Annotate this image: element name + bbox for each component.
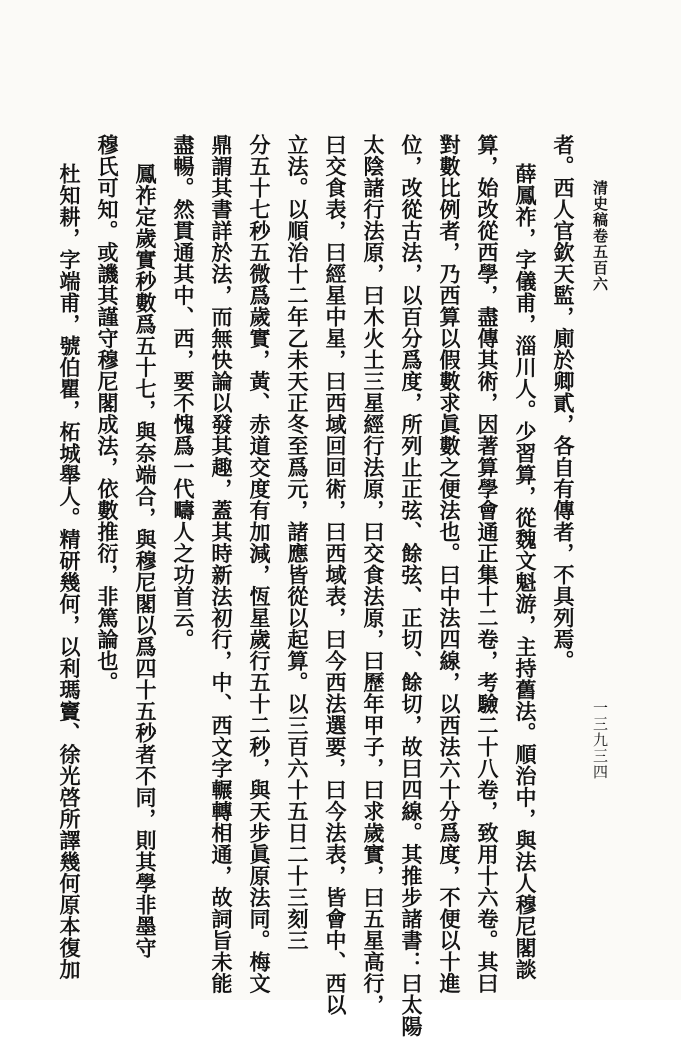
page-number: 一三九三四: [591, 700, 609, 780]
text-column-1: 者。西人官欽天監，廁於卿貳，各自有傳者，不具列焉。: [551, 134, 576, 672]
text-column-11: 盡暢。然貫通其中、西，要不愧爲一代疇人之功首云。: [171, 134, 196, 650]
text-column-12: 鳳祚定歲實秒數爲五十七，與奈端合，與穆尼閣以爲四十五秒者不同，則其學非墨守: [133, 163, 158, 959]
text-column-5: 位，改從古法，以百分爲度，所列止正弦、餘弦、正切、餘切，故曰四線。其推步諸書：曰太陽: [399, 134, 424, 1037]
text-column-9: 分五十七秒五微爲歲實，黃、赤道交度有加減，恆星歲行五十二秒，與天步眞原法同。梅文: [247, 134, 272, 994]
text-column-6: 太陰諸行法原，曰木火土三星經行法原，曰交食法原，曰歷年甲子，曰求歲實，曰五星高行，: [361, 134, 386, 1016]
text-column-4: 對數比例者，乃西算以假數求眞數之便法也。曰中法四線，以西法六十分爲度，不便以十進: [437, 134, 462, 994]
text-column-7: 曰交食表，曰經星中星，曰西域回回術，曰西域表，曰今西法選要，曰今法表，皆會中、西以: [323, 134, 348, 1016]
text-column-3: 算，始改從西學，盡傳其術，因著算學會通正集十二卷，考驗二十八卷，致用十六卷。其曰: [475, 134, 500, 994]
text-column-2: 薛鳳祚，字儀甫，淄川人。少習算，從魏文魁游，主持舊法。順治中，與法人穆尼閣談: [513, 163, 538, 980]
running-head: 清史稿卷五百六: [591, 180, 609, 292]
text-column-14: 杜知耕，字端甫，號伯瞿，柘城舉人。精研幾何，以利瑪竇、徐光啓所譯幾何原本復加: [57, 163, 82, 980]
text-column-13: 穆氏可知。或譏其謹守穆尼閣成法，依數推衍，非篤論也。: [95, 134, 120, 693]
text-column-10: 鼎謂其書詳於法，而無快論以發其趣，蓋其時新法初行，中、西文字輾轉相通，故詞旨未能: [209, 134, 234, 994]
text-column-8: 立法。以順治十二年乙未天正冬至爲元，諸應皆從以起算。以三百六十五日二十三刻三: [285, 134, 310, 951]
